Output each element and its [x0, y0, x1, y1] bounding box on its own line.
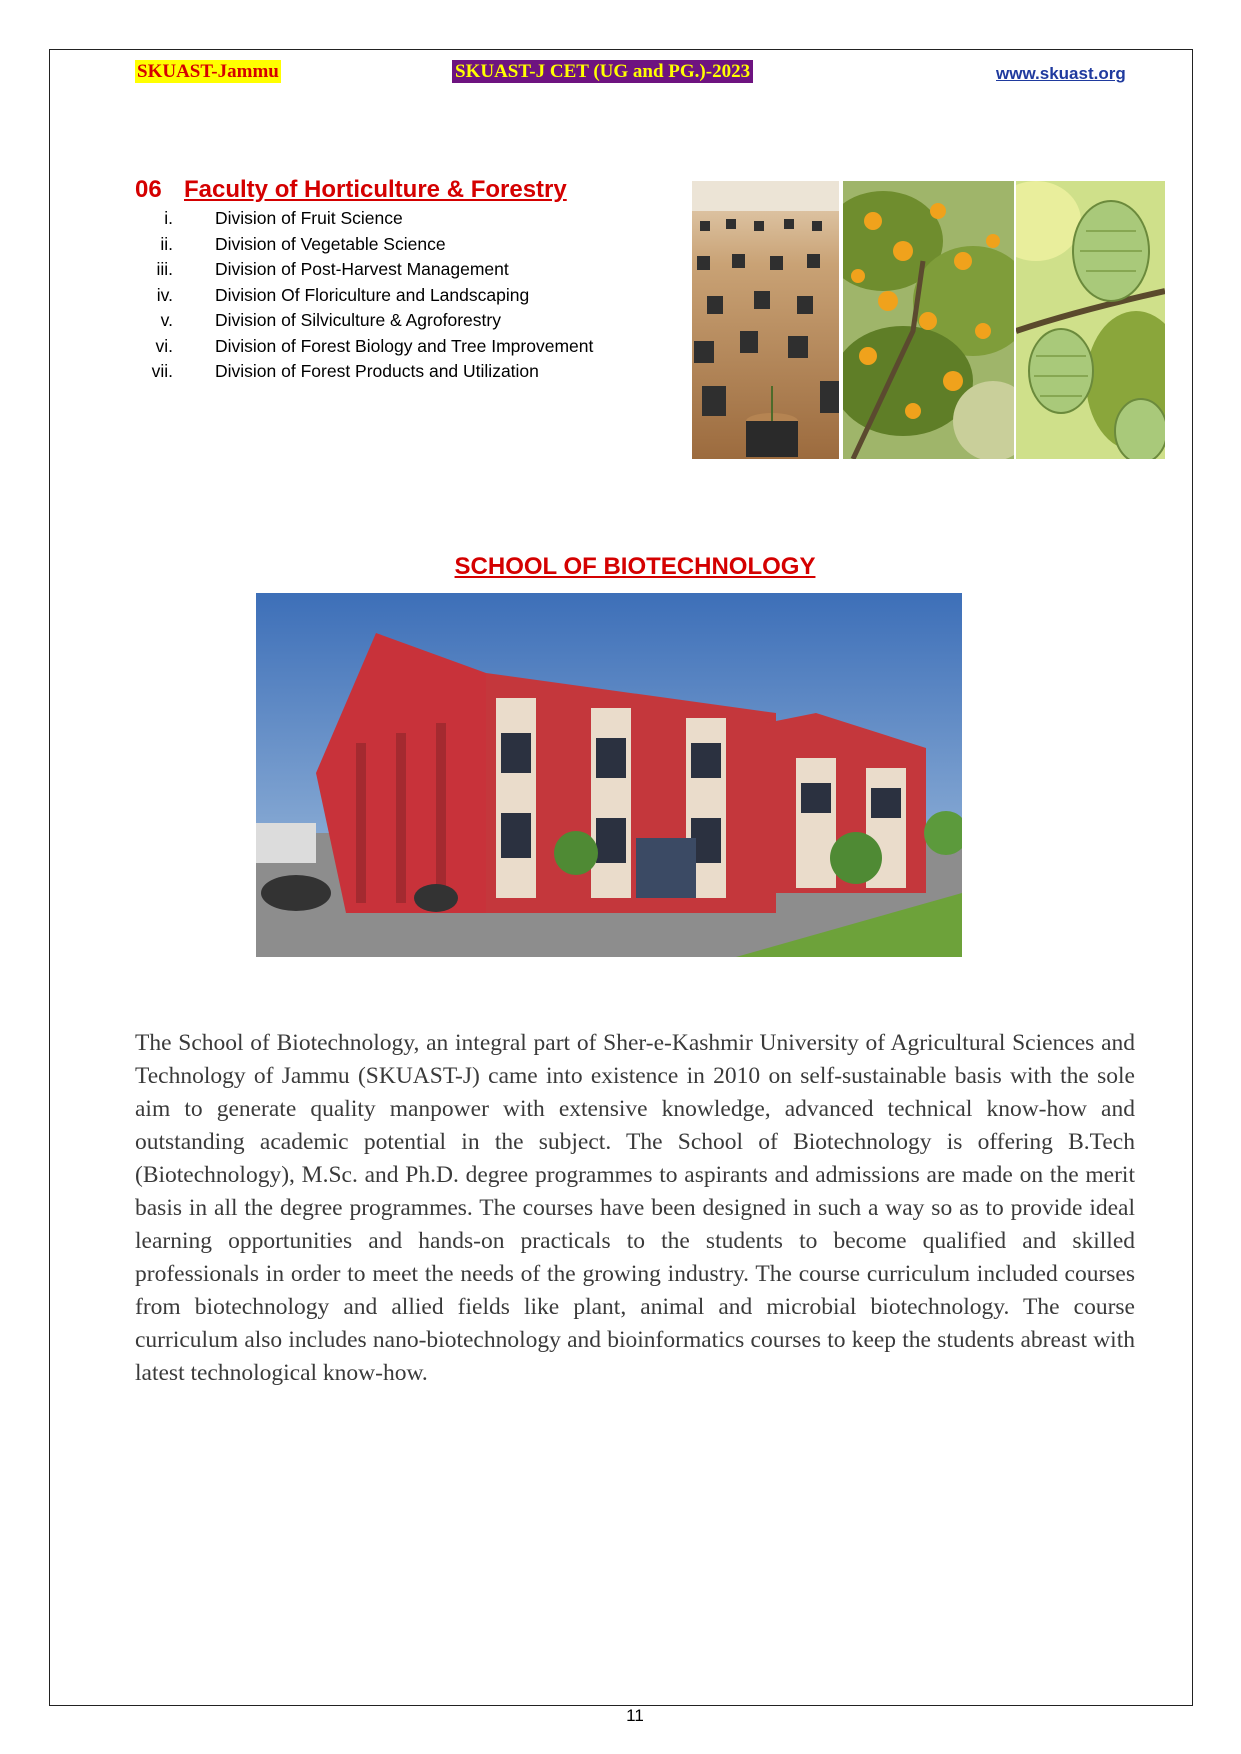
list-item-number: vii.	[151, 361, 173, 381]
orange-tree-photo	[843, 181, 1014, 459]
list-item	[135, 359, 539, 385]
list-item	[135, 206, 403, 232]
list-item-label: Division of Forest Products and Utilization	[215, 361, 539, 381]
list-item-label: Division of Post-Harvest Management	[215, 259, 509, 279]
list-item-number: iii.	[156, 259, 173, 279]
list-item	[135, 257, 509, 283]
faculty-number: 06	[135, 176, 162, 203]
header-exam-title: SKUAST-J CET (UG and PG.)-2023	[452, 60, 753, 83]
header-institution: SKUAST-Jammu	[137, 61, 279, 82]
list-item-number: iv.	[156, 284, 173, 305]
list-item-number: i.	[164, 208, 173, 228]
school-title: SCHOOL OF BIOTECHNOLOGY	[454, 552, 816, 580]
custard-apple-photo	[1016, 181, 1165, 459]
list-item-label: Division of Forest Biology and Tree Improvement	[215, 335, 594, 356]
school-building-photo	[256, 593, 962, 957]
list-item-number: ii.	[160, 233, 173, 254]
header-website-link[interactable]: www.skuast.org	[996, 64, 1126, 83]
list-item-label: Division of Vegetable Science	[215, 233, 446, 254]
list-item-label: Division Of Floriculture and Landscaping	[215, 284, 530, 305]
nursery-pots-photo	[692, 181, 839, 459]
list-item	[135, 308, 501, 334]
list-item-label: Division of Fruit Science	[215, 208, 403, 228]
list-item-label: Division of Silviculture & Agroforestry	[215, 310, 501, 330]
list-item	[135, 334, 594, 360]
division-list	[135, 206, 594, 385]
page-number: 11	[626, 1706, 644, 1725]
faculty-title: Faculty of Horticulture & Forestry	[184, 176, 567, 203]
list-item	[135, 283, 530, 309]
list-item-number: vi.	[155, 335, 173, 356]
list-item-number: v.	[160, 310, 173, 330]
school-description: The School of Biotechnology, an integral part of Sher-e-Kashmir University of Agricultural Sciences and Technology of Jammu (SKUAST-J) came into existence in 2010 on self-sustainable basis with the sole aim to generate quality manpower with extensive knowledge, advanced technical know-how and outstanding academic potential in the subject. The School of Biotechnology is offering B.Tech (Biotechnology), M.Sc. and Ph.D. degree programmes to aspirants and admissions are made on the merit basis in all the degree programmes. The courses have been designed in such a way so as to provide ideal learning opportunities and hands-on practicals to the students to become qualified and skilled professionals in order to meet the needs of the growing industry. The course curriculum included courses from biotechnology and allied fields like plant, animal and microbial biotechnology. The course curriculum also includes nano-biotechnology and bioinformatics courses to keep the students abreast with latest technological know-how.	[135, 1030, 1135, 1386]
list-item	[135, 232, 446, 258]
